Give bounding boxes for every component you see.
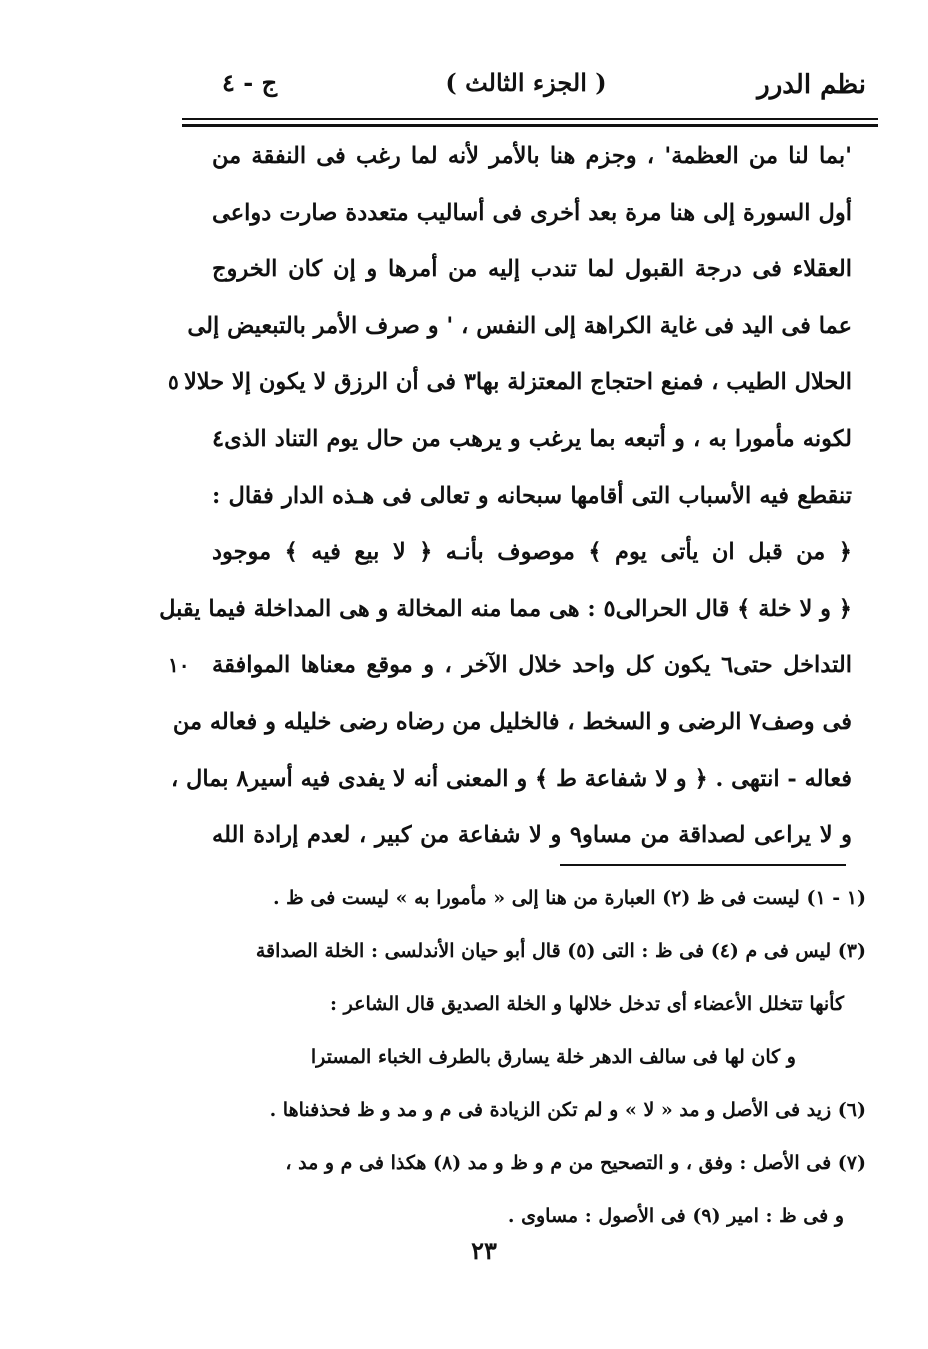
text-line: تنقطع فيه الأسباب التى أقامها سبحانه و تعالى فى هـذه الدار فقال : xyxy=(212,482,852,509)
page-header xyxy=(186,64,866,108)
page-number: ٢٣ xyxy=(471,1236,497,1265)
header-rule-thick xyxy=(182,124,878,127)
line-number: ١٠ xyxy=(168,653,190,678)
text-line: عما فى اليد فى غاية الكراهة إلى النفس ، ' و صرف الأمر بالتبعيض إلى xyxy=(187,312,852,339)
text-line: أول السورة إلى هنا مرة بعد أخرى فى أساليب متعددة صارت دواعى xyxy=(212,199,852,226)
text-line: العقلاء فى درجة القبول لما تندب إليه من أمرها و إن كان الخروج xyxy=(212,256,852,283)
text-line: ﴿ و لا خلة ﴾ قال الحرالى٥ : هى مما منه المخالة و هى المداخلة فيما يقبل xyxy=(159,595,852,622)
text-line: 'بما لنا من العظمة' ، وجزم هنا بالأمر لأنه لما رغب فى النفقة من xyxy=(212,143,852,169)
header-rule-thin xyxy=(182,118,878,120)
footnote-line: كأنها تتخلل الأعضاء أى تدخل خلالها و الخلة الصديق قال الشاعر : xyxy=(330,993,844,1015)
footnote-line: و فى ظ : امير (٩) فى الأصول : مساوى . xyxy=(507,1205,844,1227)
footnotes xyxy=(176,872,866,1243)
volume-title: ( الجزء الثالث ) xyxy=(445,68,607,97)
footnote-line: (١ - ١) ليست فى ظ (٢) العبارة من هنا إلى « مأمورا به » ليست فى ظ . xyxy=(272,887,866,909)
footnote-line: (٣) ليس فى م (٤) فى ظ : التى (٥) قال أبو حيان الأندلسى : الخلة الصداقة xyxy=(255,940,866,962)
line-number: ٥ xyxy=(168,370,179,395)
text-line: الحلال الطيب ، فمنع احتجاج المعتزلة بها٣ فى أن الرزق لا يكون إلا حلالا ٥ xyxy=(168,354,868,411)
main-text xyxy=(159,128,868,864)
footnote-line: (٧) فى الأصل : وفق ، و التصحيح من م و ظ و مد (٨) هكذا فى م و مد ، xyxy=(285,1152,866,1174)
text-line: لكونه مأمورا به ، و أتبعه بما يرغب و يرهب من حال يوم التناد الذى٤ xyxy=(212,425,852,452)
text-line: و لا يراعى لصداقة من مساو٩ و لا شفاعة من كبير ، لعدم إرادة الله xyxy=(212,822,853,849)
text-line: فى وصف٧ الرضى و السخط ، فالخليل من رضاه رضى خليله و فعاله من xyxy=(172,708,852,735)
book-title: نظم الدرر xyxy=(757,70,866,100)
text-line: فعاله - انتهى . ﴿ و لا شفاعة ط ﴾ و المعنى أنه لا يفدى فيه أسير٨ بمال ، xyxy=(170,765,852,792)
footnote-verse: و كان لها فى سالف الدهر خلة يسارق بالطرف الخباء المسترا xyxy=(310,1046,796,1068)
part-label: ج - ٤ xyxy=(222,68,278,97)
footnote-line: (٦) زيد فى الأصل و مد « لا » و لم تكن الزيادة فى م و مد و ظ فحذفناها . xyxy=(269,1099,866,1121)
footnote-separator xyxy=(560,864,846,866)
text-line: ﴿ من قبل ان يأتى يوم ﴾ موصوف بأنـه ﴿ لا بيع فيه ﴾ موجود xyxy=(212,539,852,566)
text-line: التداخل حتى٦ يكون كل واحد خلال الآخر ، و موقع معناها الموافقة ١٠ xyxy=(168,637,868,694)
